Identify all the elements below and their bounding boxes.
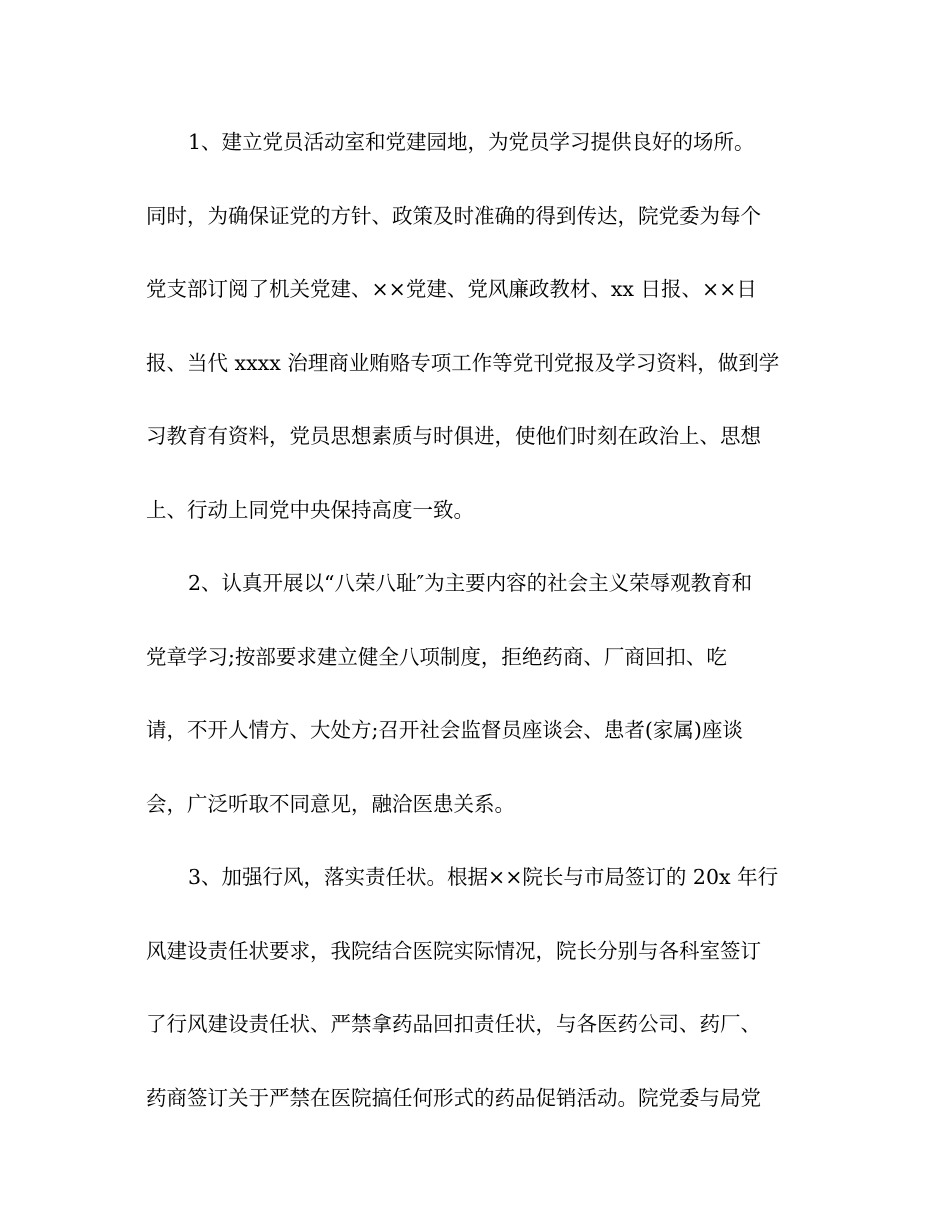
paragraph-1-line-4: 报、当代 xxxx 治理商业贿赂专项工作等党刊党报及学习资料，做到学 [146,350,780,375]
paragraph-2-line-1: 2、认真开展以“八荣八耻″为主要内容的社会主义荣辱观教育和 [188,571,753,595]
paragraph-1-line-6: 上、行动上同党中央保持高度一致。 [146,497,474,522]
paragraph-3-line-1: 3、加强行风，落实责任状。根据××院长与市局签订的 20x 年行 [188,865,779,889]
paragraph-1-line-1: 1、建立党员活动室和党建园地，为党员学习提供良好的场所。 [188,130,755,154]
paragraph-1-line-3: 党支部订阅了机关党建、××党建、党风廉政教材、xx 日报、××日 [146,277,757,301]
paragraph-1-line-2: 同时，为确保证党的方针、政策及时准确的得到传达，院党委为每个 [146,203,761,228]
paragraph-2-line-4: 会，广泛听取不同意见，融洽医患关系。 [146,791,515,816]
paragraph-2-line-2: 党章学习;按部要求建立健全八项制度，拒绝药商、厂商回扣、吃 [146,644,727,669]
paragraph-2-line-3: 请，不开人情方、大处方;召开社会监督员座谈会、患者(家属)座谈 [146,718,743,742]
paragraph-1-line-5: 习教育有资料，党员思想素质与时俱进，使他们时刻在政治上、思想 [146,424,761,448]
document-body [146,124,812,1153]
paragraph-3-line-3: 了行风建设责任状、严禁拿药品回扣责任状，与各医药公司、药厂、 [146,1012,761,1036]
paragraph-3-line-4: 药商签订关于严禁在医院搞任何形式的药品促销活动。院党委与局党 [146,1085,761,1110]
paragraph-3-line-2: 风建设责任状要求，我院结合医院实际情况，院长分别与各科室签订 [146,938,761,963]
